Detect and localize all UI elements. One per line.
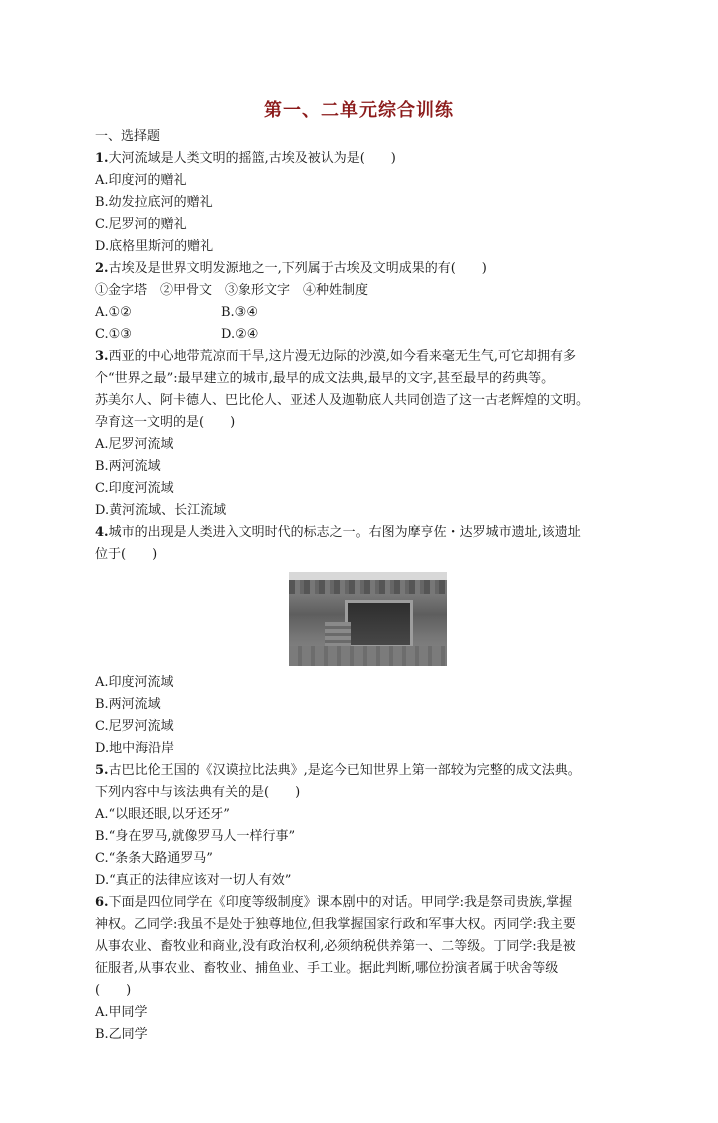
q1-option-b: B.幼发拉底河的赠礼 <box>95 195 213 210</box>
question-text: 大河流域是人类文明的摇篮,古埃及被认为是( ) <box>108 151 396 166</box>
question-2-stem <box>95 258 640 280</box>
q4-option-d: D.地中海沿岸 <box>95 741 175 756</box>
figure-row <box>95 572 640 668</box>
q5-option-b: B.“身在罗马,就像罗马人一样行事” <box>95 829 296 844</box>
question-text: 古埃及是世界文明发源地之一,下列属于古埃及文明成果的有( ) <box>108 261 487 276</box>
q5-option-d: D.“真正的法律应该对一切人有效” <box>95 873 292 888</box>
q3-option-c: C.印度河流域 <box>95 481 174 496</box>
q1-option-c: C.尼罗河的赠礼 <box>95 217 187 232</box>
question-number: 3. <box>95 349 109 364</box>
question-6-stem-line-3: 从事农业、畜牧业和商业,没有政治权利,必须纳税供养第一、二等级。丁同学:我是被 <box>95 939 576 954</box>
question-number: 5. <box>95 763 109 778</box>
question-number: 4. <box>95 525 109 540</box>
q4-option-a: A.印度河流域 <box>95 675 174 690</box>
q2-options-row-1 <box>95 302 640 324</box>
question-3-stem-line-3: 苏美尔人、阿卡德人、巴比伦人、亚述人及迦勒底人共同创造了这一古老辉煌的文明。 <box>95 393 590 408</box>
q5-option-a: A.“以眼还眼,以牙还牙” <box>95 807 230 822</box>
q2-items: ①金字塔 ②甲骨文 ③象形文字 ④种姓制度 <box>95 283 369 298</box>
q2-option-c: C.①③ <box>95 327 132 342</box>
q4-option-b: B.两河流域 <box>95 697 161 712</box>
question-number: 2. <box>95 261 109 276</box>
q6-option-b: B.乙同学 <box>95 1027 148 1042</box>
q5-option-c: C.“条条大路通罗马” <box>95 851 213 866</box>
q1-option-d: D.底格里斯河的赠礼 <box>95 239 214 254</box>
question-list <box>95 126 640 1046</box>
question-4-stem-line-1 <box>95 522 640 544</box>
question-text: 城市的出现是人类进入文明时代的标志之一。右图为摩亨佐・达罗城市遗址,该遗址 <box>108 525 581 540</box>
q2-option-d: D.②④ <box>221 327 259 342</box>
q6-option-a: A.甲同学 <box>95 1005 148 1020</box>
question-6-stem-line-2: 神权。乙同学:我虽不是处于独尊地位,但我掌握国家行政和军事大权。丙同学:我主要 <box>95 917 576 932</box>
question-number: 1. <box>95 151 109 166</box>
q3-option-a: A.尼罗河流域 <box>95 437 174 452</box>
q1-option-a: A.印度河的赠礼 <box>95 173 187 188</box>
question-number: 6. <box>95 895 109 910</box>
question-3-stem-line-2: 个“世界之最”:最早建立的城市,最早的成文法典,最早的文字,甚至最早的药典等。 <box>95 371 555 386</box>
question-6-answer-blank: ( ) <box>95 983 132 998</box>
q2-options-row-2 <box>95 324 640 346</box>
question-1-stem <box>95 148 640 170</box>
question-5-stem-line-2: 下列内容中与该法典有关的是( ) <box>95 785 301 800</box>
question-5-stem-line-1 <box>95 760 640 782</box>
ruins-photo <box>289 572 447 666</box>
question-text: 古巴比伦王国的《汉谟拉比法典》,是迄今已知世界上第一部较为完整的成文法典。 <box>108 763 581 778</box>
q4-option-c: C.尼罗河流域 <box>95 719 174 734</box>
question-3-stem-line-1 <box>95 346 640 368</box>
section-heading: 一、选择题 <box>95 129 161 144</box>
q3-option-d: D.黄河流域、长江流域 <box>95 503 227 518</box>
question-3-stem-line-4: 孕育这一文明的是( ) <box>95 415 236 430</box>
q3-option-b: B.两河流域 <box>95 459 161 474</box>
page-title: 第一、二单元综合训练 <box>264 100 454 121</box>
q2-option-b: B.③④ <box>221 305 258 320</box>
question-6-stem-line-1 <box>95 892 640 914</box>
q2-option-a: A.①② <box>95 305 132 320</box>
question-4-stem-line-2: 位于( ) <box>95 547 158 562</box>
question-text: 下面是四位同学在《印度等级制度》课本剧中的对话。甲同学:我是祭司贵族,掌握 <box>108 895 573 910</box>
question-text: 西亚的中心地带荒凉而干旱,这片漫无边际的沙漠,如今看来毫无生气,可它却拥有多 <box>108 349 576 364</box>
question-6-stem-line-4: 征服者,从事农业、畜牧业、捕鱼业、手工业。据此判断,哪位扮演者属于吠舍等级 <box>95 961 559 976</box>
